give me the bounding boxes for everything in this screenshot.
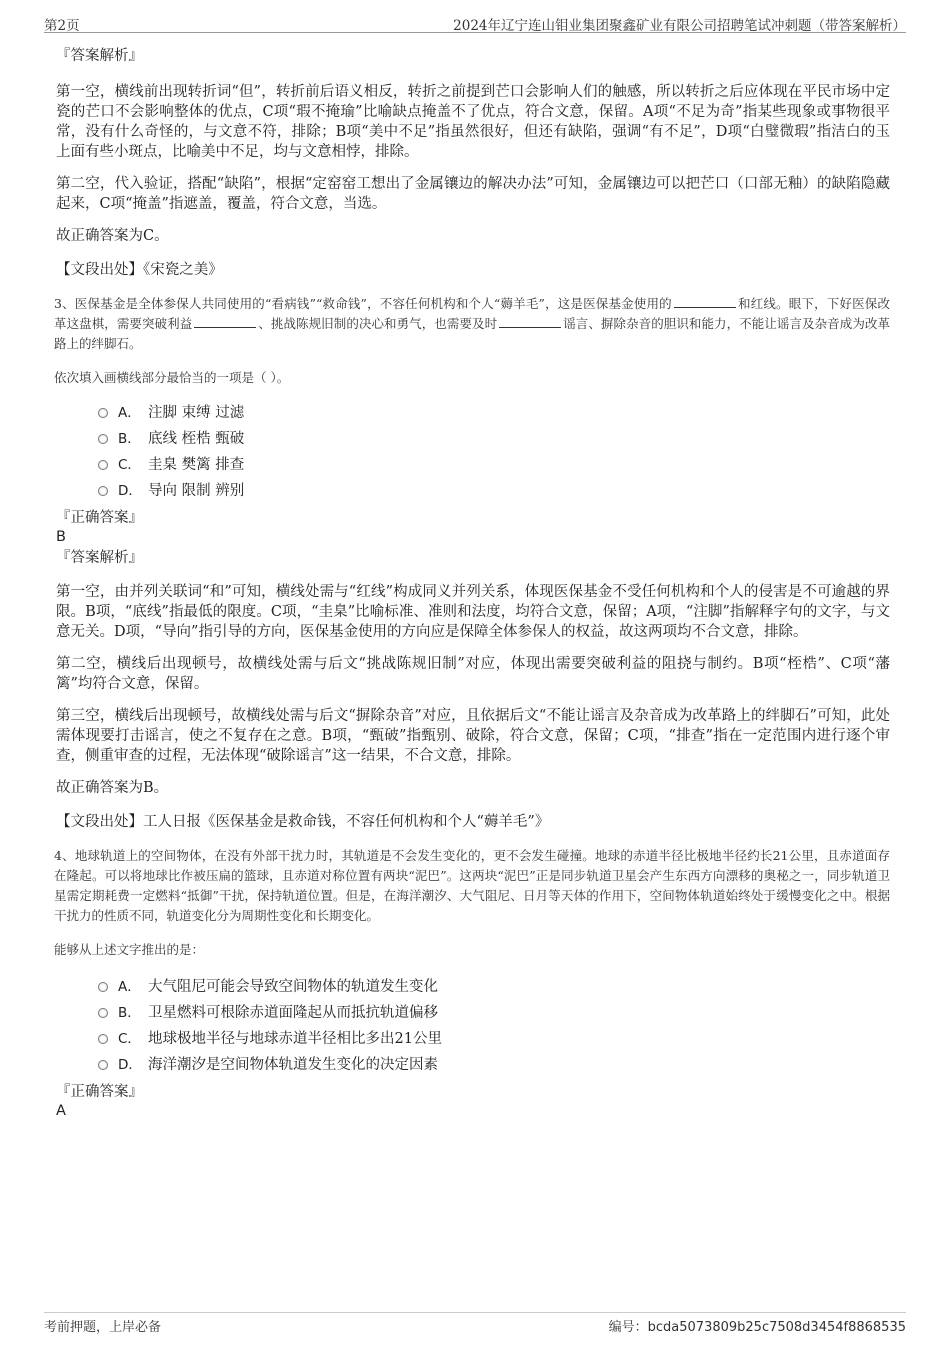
question-prompt: 依次填入画横线部分最恰当的一项是（ ）。 [54, 370, 290, 385]
option-a[interactable]: A． 注脚 束缚 过滤 [56, 398, 890, 424]
passage-source: 【文段出处】《宋瓷之美》 [56, 262, 223, 278]
analysis-paragraph: 第一空，横线前出现转折词“但”，转折前后语义相反，转折之前提到芒口会影响人们的触感，所以转折之后应体现在平民市场中定瓷的芒口不会影响整体的优点，C项“瑕不掩瑜”比喻缺点掩盖不了优点，符合文意，保留。A项“不足为奇”指某些现象或事物很平常，没有什么奇怪的，与文意不符，排除；B项“美中不足”指虽然很好，但还有缺陷，强调“有不足”，D项“白璧微瑕”指洁白的玉上面有些小斑点，比喻美中不足，均与文意相悖，排除。 [56, 84, 890, 160]
question-prompt: 能够从上述文字推出的是： [54, 942, 205, 957]
option-c[interactable]: C． 圭臬 樊篱 排查 [56, 450, 890, 476]
analysis-paragraph: 第二空，横线后出现顿号，故横线处需与后文“挑战陈规旧制”对应，体现出需要突破利益的阻挠与制约。B项“桎梏”、C项“藩篱”均符合文意，保留。 [56, 656, 890, 692]
option-b[interactable]: B． 底线 桎梏 甄破 [56, 424, 890, 450]
page-content [56, 44, 890, 1120]
analysis-label: 『答案解析』 [56, 48, 143, 64]
document-title: 2024年辽宁连山钼业集团聚鑫矿业有限公司招聘笔试冲刺题（带答案解析） [453, 18, 906, 34]
document-code: 编号：bcda5073809b25c7508d3454f8868535 [608, 1320, 906, 1335]
radio-icon[interactable] [98, 1008, 108, 1018]
option-a[interactable]: A． 大气阻尼可能会导致空间物体的轨道发生变化 [56, 972, 890, 998]
radio-icon[interactable] [98, 1034, 108, 1044]
radio-icon[interactable] [98, 408, 108, 418]
option-d[interactable]: D． 海洋潮汐是空间物体轨道发生变化的决定因素 [56, 1050, 890, 1076]
question-stem: 3、医保基金是全体参保人共同使用的“看病钱”“救命钱”，不容任何机构和个人“薅羊毛”，这是医保基金使用的 和红线。眼下，下好医保改革这盘棋，需要突破利益 、挑战陈规旧制的决心和勇气，也需要及时 谣言、摒除杂音的胆识和能力，不能让谣言及杂音成为改革路上的绊脚石。 [54, 296, 890, 351]
radio-icon[interactable] [98, 434, 108, 444]
option-list [56, 972, 890, 1076]
page-number: 第2页 [44, 18, 80, 34]
passage-source: 【文段出处】工人日报《医保基金是救命钱，不容任何机构和个人“薅羊毛”》 [56, 814, 550, 830]
answer-label: 『正确答案』 [56, 510, 143, 526]
analysis-conclusion: 故正确答案为C。 [56, 228, 169, 244]
radio-icon[interactable] [98, 982, 108, 992]
page-footer [44, 1312, 906, 1335]
analysis-paragraph: 第三空，横线后出现顿号，故横线处需与后文“摒除杂音”对应，且依据后文“不能让谣言及杂音成为改革路上的绊脚石”可知，此处需体现要打击谣言，使之不复存在之意。B项，“甄破”指甄别、破除，符合文意，保留；C项，“排查”指在一定范围内进行逐个审查，侧重审查的过程，无法体现“破除谣言”这一结果，不合文意，排除。 [56, 708, 890, 764]
fill-blank [674, 294, 736, 308]
option-c[interactable]: C． 地球极地半径与地球赤道半径相比多出21公里 [56, 1024, 890, 1050]
answer-label: 『正确答案』 [56, 1084, 143, 1100]
page-header [44, 12, 906, 33]
fill-blank [499, 314, 561, 328]
correct-answer: B [56, 529, 66, 545]
analysis-paragraph: 第二空，代入验证，搭配“缺陷”，根据“定窑窑工想出了金属镶边的解决办法”可知，金属镶边可以把芒口（口部无釉）的缺陷隐藏起来，C项“掩盖”指遮盖，覆盖，符合文意，当选。 [56, 176, 890, 212]
radio-icon[interactable] [98, 460, 108, 470]
footer-slogan: 考前押题，上岸必备 [44, 1320, 162, 1335]
radio-icon[interactable] [98, 1060, 108, 1070]
analysis-label: 『答案解析』 [56, 550, 143, 566]
question-stem: 4、地球轨道上的空间物体，在没有外部干扰力时，其轨道是不会发生变化的，更不会发生碰撞。地球的赤道半径比极地半径约长21公里，且赤道面存在隆起。可以将地球比作被压扁的篮球，且赤道对称位置有两块“泥巴”。这两块“泥巴”正是同步轨道卫星会产生东西方向漂移的奥秘之一，同步轨道卫星需定期耗费一定燃料“抵御”干扰，保持轨道位置。但是，在海洋潮汐、大气阻尼、日月等天体的作用下，空间物体轨道始终处于缓慢变化之中。根据干扰力的性质不同，轨道变化分为周期性变化和长期变化。 [54, 848, 890, 923]
analysis-conclusion: 故正确答案为B。 [56, 780, 169, 796]
correct-answer: A [56, 1103, 66, 1119]
radio-icon[interactable] [98, 486, 108, 496]
fill-blank [194, 314, 256, 328]
option-b[interactable]: B． 卫星燃料可根除赤道面隆起从而抵抗轨道偏移 [56, 998, 890, 1024]
option-list [56, 398, 890, 502]
option-d[interactable]: D． 导向 限制 辨别 [56, 476, 890, 502]
analysis-paragraph: 第一空，由并列关联词“和”可知，横线处需与“红线”构成同义并列关系，体现医保基金不受任何机构和个人的侵害是不可逾越的界限。B项，“底线”指最低的限度。C项，“圭臬”比喻标准、准则和法度，均符合文意，保留；A项，“注脚”指解释字句的文字，与文意无关。D项，“导向”指引导的方向，医保基金使用的方向应是保障全体参保人的权益，故这两项均不合文意，排除。 [56, 584, 890, 640]
